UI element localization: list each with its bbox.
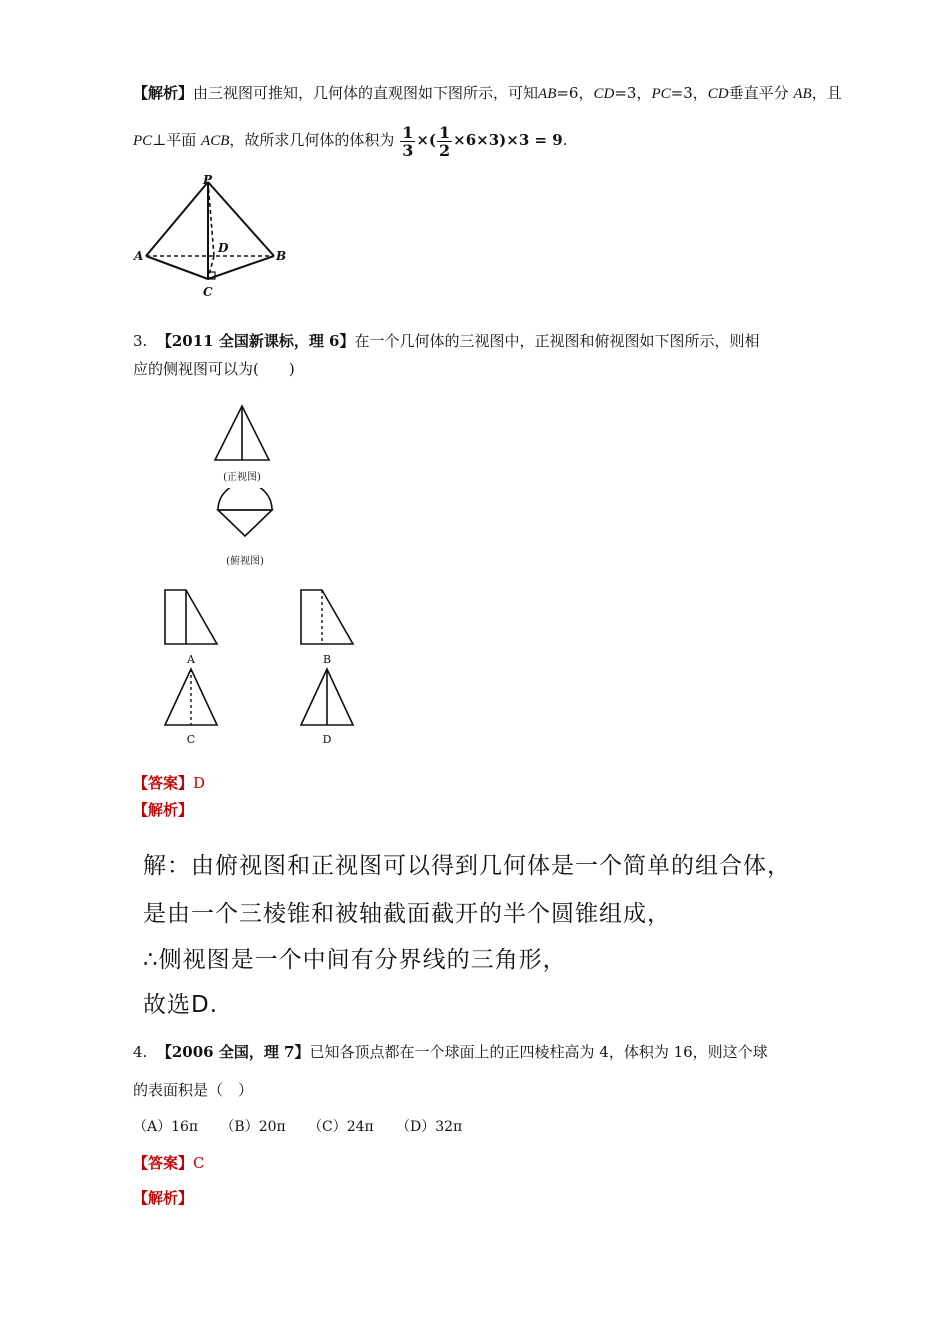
q3-solution-line2: 是由一个三棱锥和被轴截面截开的半个圆锥组成， xyxy=(143,901,671,927)
var-pc: PC xyxy=(651,86,671,102)
var-ab-2: AB xyxy=(793,86,812,102)
label-d: D xyxy=(218,241,229,255)
option-a-label: A xyxy=(187,653,195,666)
frac-num: 1 xyxy=(402,122,414,142)
q3-line1 xyxy=(133,330,760,352)
fraction-one-half xyxy=(437,124,452,159)
label-a: A xyxy=(134,249,144,263)
q4-answer-tag: 【答案】 xyxy=(133,1154,194,1172)
frac-den: 2 xyxy=(439,140,451,160)
q3-line2 xyxy=(133,358,295,380)
perp-text: 垂直平分 xyxy=(728,84,789,102)
q3-source: 【2011 全国新课标，理 6】 xyxy=(156,332,355,350)
top-view-figure xyxy=(205,488,285,570)
q4-choice-b: （B）20π xyxy=(220,1119,286,1135)
option-a-figure xyxy=(160,586,224,668)
q4-choice-d: （D）32π xyxy=(395,1119,463,1135)
option-d-figure xyxy=(296,665,360,747)
q4-text: 已知各顶点都在一个球面上的正四棱柱高为 4，体积为 16，则这个球 xyxy=(309,1043,768,1061)
option-b-label: B xyxy=(322,653,332,666)
q4-answer xyxy=(133,1152,205,1174)
pyramid-diagram xyxy=(130,172,290,302)
q3-solution-line4: 故选D. xyxy=(143,992,219,1018)
q4-analysis-tag xyxy=(133,1187,193,1209)
option-b-figure xyxy=(296,586,360,668)
cd-value: =3， xyxy=(614,84,652,102)
frac-den: 3 xyxy=(402,140,414,160)
var-cd-2: CD xyxy=(707,86,729,102)
q3-text: 在一个几何体的三视图中，正视图和俯视图如下图所示，则相 xyxy=(354,332,760,350)
frac-num: 1 xyxy=(439,122,451,142)
q3-answer xyxy=(133,772,205,794)
edge-ac xyxy=(146,256,208,279)
edge-bc xyxy=(208,256,274,279)
var-acb: ACB xyxy=(201,133,230,149)
ab-value: =6， xyxy=(556,84,594,102)
tail-text: ，且 xyxy=(811,84,842,102)
analysis-paragraph-line1 xyxy=(133,82,842,105)
q4-line1 xyxy=(133,1041,768,1063)
analysis-tag: 【解析】 xyxy=(133,84,194,102)
q4-analysis-label: 【解析】 xyxy=(133,1189,194,1207)
var-ab: AB xyxy=(538,86,557,102)
edge-pa xyxy=(146,182,208,256)
q4-text-2: 的表面积是（ ） xyxy=(133,1081,254,1099)
analysis-paragraph-line2 xyxy=(133,123,568,159)
q4-choices xyxy=(133,1116,462,1138)
label-p: P xyxy=(203,173,213,187)
option-c-figure xyxy=(160,665,224,747)
q4-line2 xyxy=(133,1079,253,1101)
q3-answer-tag: 【答案】 xyxy=(133,774,194,792)
var-cd: CD xyxy=(593,86,615,102)
option-c-label: C xyxy=(186,733,196,746)
q3-answer-value: D xyxy=(193,774,206,792)
label-c: C xyxy=(203,285,213,299)
fraction-one-third xyxy=(400,124,415,159)
formula-part: ×( xyxy=(416,131,437,149)
q3-text-2: 应的侧视图可以为( ) xyxy=(133,360,295,378)
option-d-label: D xyxy=(322,733,332,746)
q4-answer-value: C xyxy=(193,1154,205,1172)
q4-choice-c: （C）24π xyxy=(307,1119,374,1135)
pc-value: =3， xyxy=(670,84,708,102)
q3-solution-line1: 解：由俯视图和正视图可以得到几何体是一个简单的组合体， xyxy=(143,853,791,879)
front-view-caption: (正视图) xyxy=(223,472,261,483)
var-pc-2: PC xyxy=(133,133,153,149)
front-view-figure xyxy=(205,400,285,490)
formula-tail: ×6×3)×3 = 9 xyxy=(453,131,563,149)
q4-source: 【2006 全国，理 7】 xyxy=(156,1043,310,1061)
analysis-text: 由三视图可推知，几何体的直观图如下图所示，可知 xyxy=(193,84,539,102)
q4-number: 4. xyxy=(133,1043,148,1061)
q3-solution-line3: ∴侧视图是一个中间有分界线的三角形， xyxy=(143,947,567,973)
label-b: B xyxy=(276,249,287,263)
q3-number: 3. xyxy=(133,332,148,350)
q4-choice-a: （A）16π xyxy=(133,1119,199,1135)
period: . xyxy=(562,131,568,149)
q3-analysis-label: 【解析】 xyxy=(133,801,194,819)
top-view-caption: (俯视图) xyxy=(226,556,264,567)
plane-text: ⊥平面 xyxy=(152,131,197,149)
volume-text: ，故所求几何体的体积为 xyxy=(229,131,395,149)
q3-analysis-tag xyxy=(133,799,193,821)
